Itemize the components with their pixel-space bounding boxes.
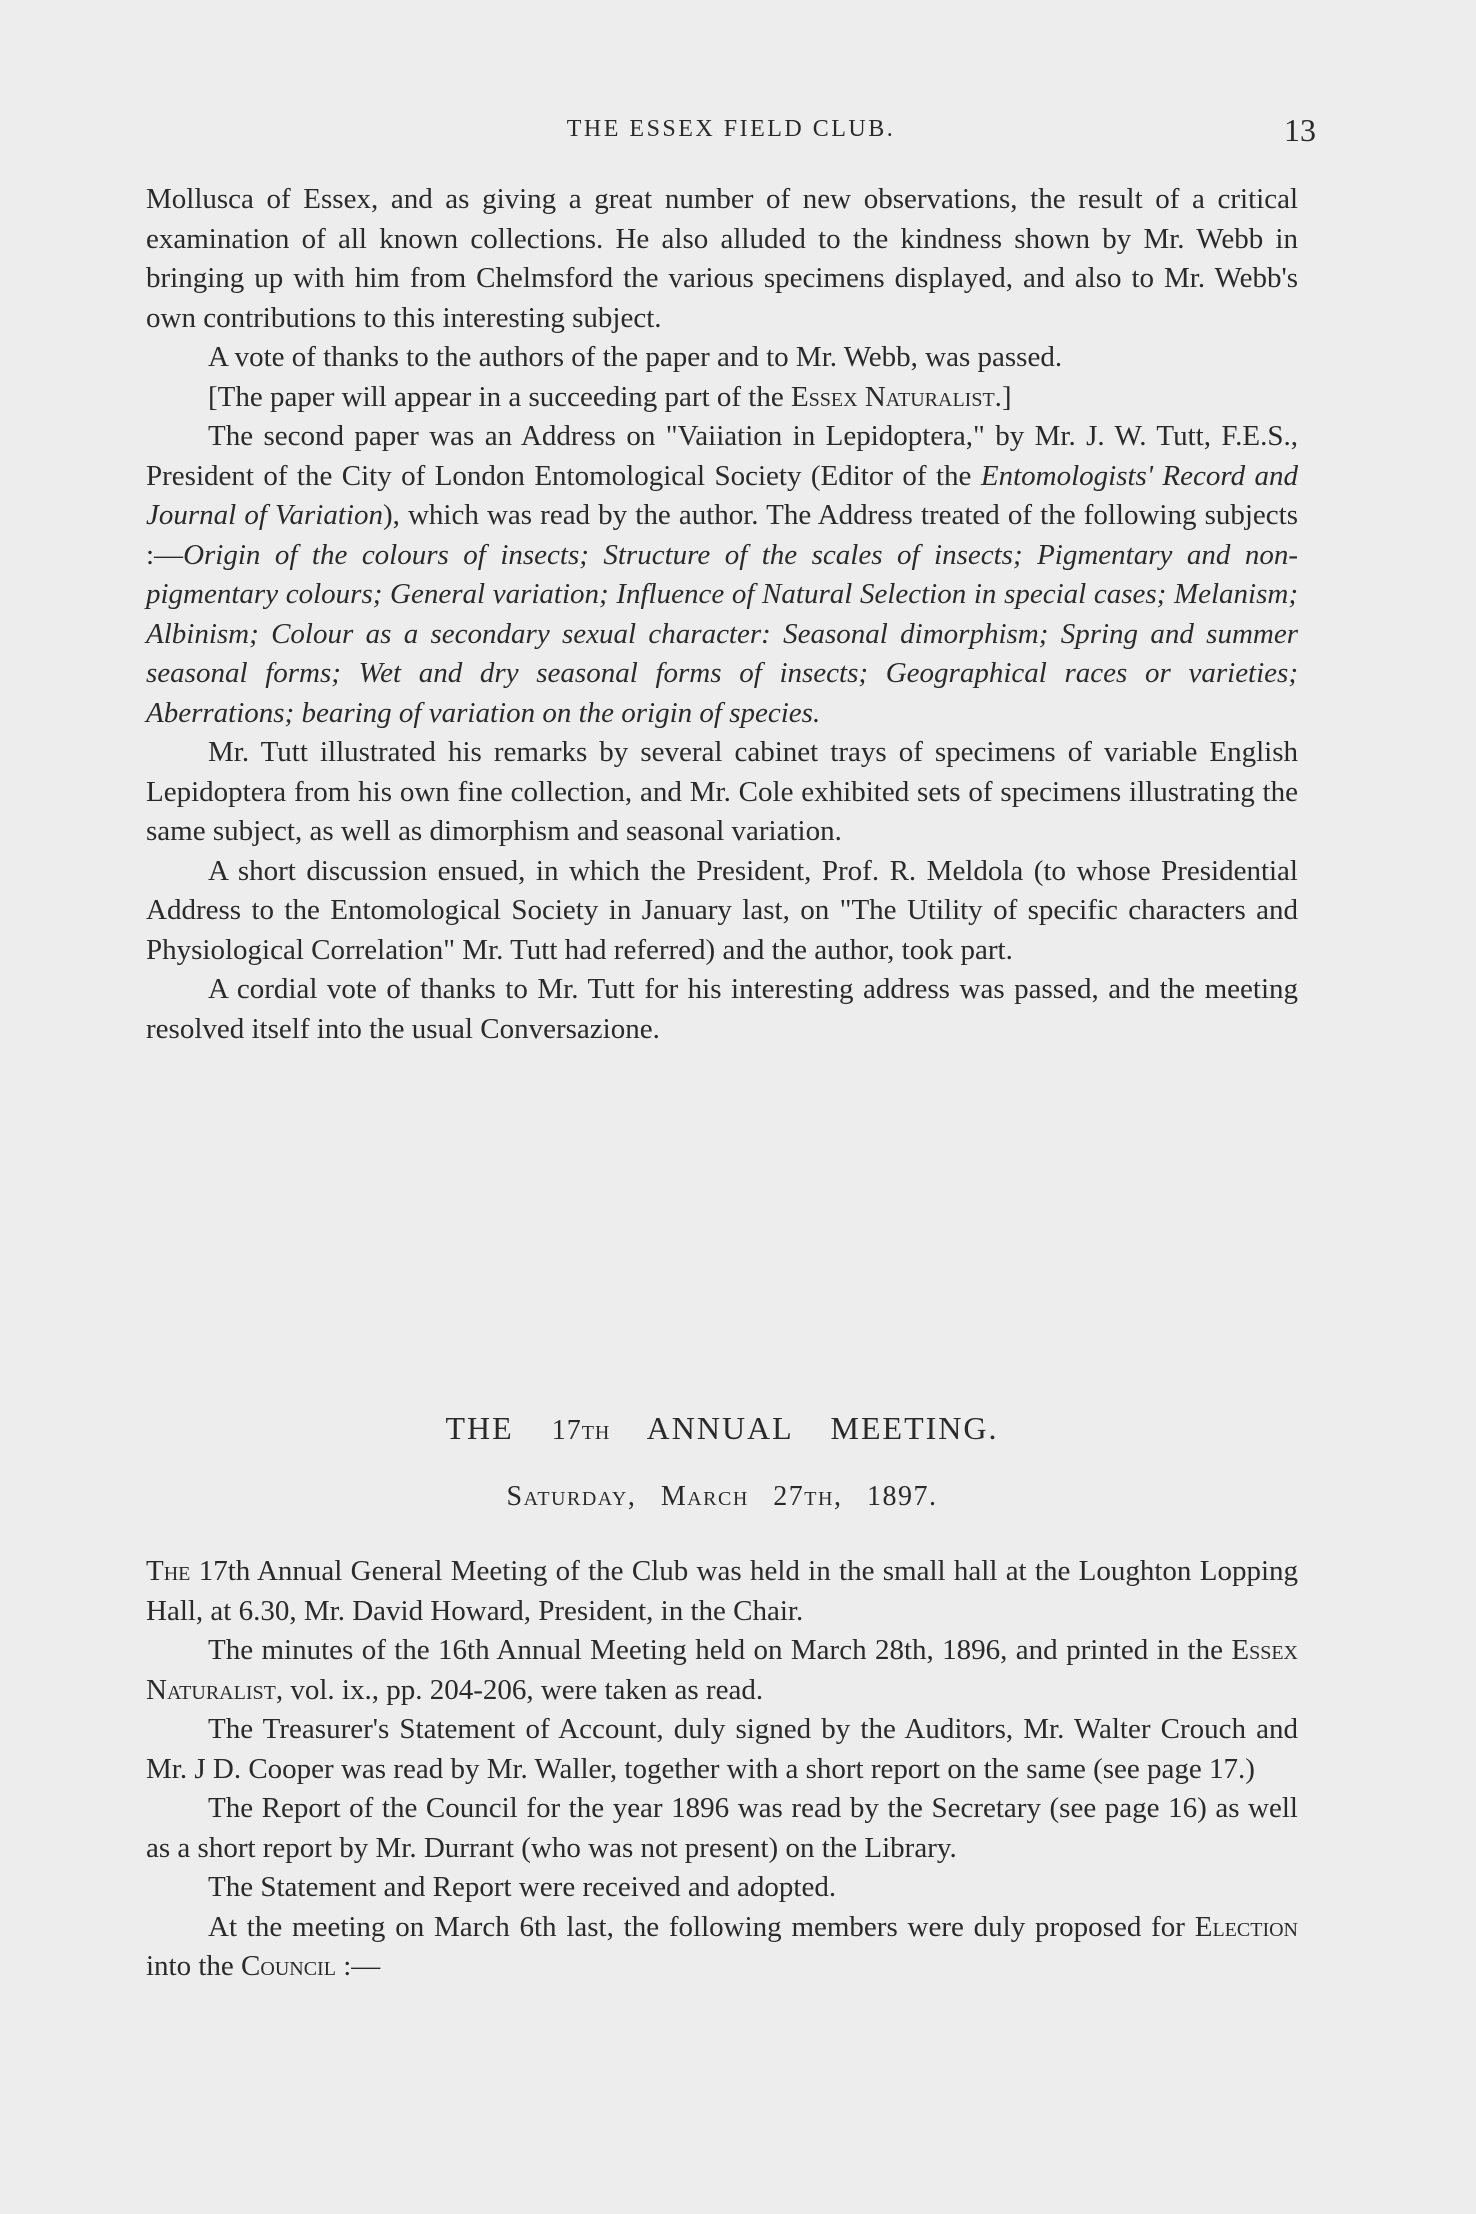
journal-name: Essex Naturalist — [146, 1634, 1298, 1706]
paragraph-editorial-note — [146, 378, 1298, 418]
paragraph-adopted: The Statement and Report were received and adopted. — [208, 1871, 837, 1903]
journal-title: Entomologists' Record and Journal of Variation — [146, 459, 1299, 531]
address-intro: The second paper was an Address on "Vaiiation in Lepidoptera," by Mr. J. W. Tutt, F.E.S., President of the City of London Entomological Society (Editor of the — [146, 420, 1298, 492]
note-end: .] — [994, 380, 1012, 413]
section-heading — [146, 1410, 1298, 1447]
election-end: :— — [343, 1950, 381, 1982]
address-mid: ), which was read by the author. The Address treated of the following subjects :— — [146, 499, 1298, 571]
text-block-2 — [146, 1552, 1298, 1987]
paragraph-minutes — [146, 1631, 1298, 1710]
page-header — [146, 108, 1316, 158]
paragraph-mollusca: Mollusca of Essex, and as giving a great number of new observations, the result of a critical examination of all known collections. He also alluded to the kindness shown by Mr. Webb in bringing up with him from Chelmsford the various specimens displayed, and also to Mr. Webb's own contributions to this interesting subject. — [146, 183, 1298, 334]
running-title: THE ESSEX FIELD CLUB. — [566, 116, 896, 142]
paragraph-illustration: Mr. Tutt illustrated his remarks by several cabinet trays of specimens of variable English Lepidoptera from his own fine collection, and Mr. Cole exhibited sets of specimens illustrating the same subject, as well as dimorphism and seasonal variation. — [146, 736, 1298, 847]
election-mid: into the — [146, 1950, 234, 1982]
paragraph-council-report: The Report of the Council for the year 1896 was read by the Secretary (see page 16) as well as a short report by Mr. Durrant (who was not present) on the Library. — [146, 1792, 1298, 1864]
election-text: At the meeting on March 6th last, the following members were duly proposed for — [208, 1910, 1185, 1943]
paragraph-lead: The — [146, 1555, 191, 1587]
paragraph-second-paper — [146, 417, 1298, 733]
note-text: [The paper will appear in a succeeding part of the — [208, 380, 784, 413]
minutes-end: , vol. ix., pp. 204-206, were taken as read. — [275, 1673, 764, 1706]
section-title — [146, 1410, 1298, 1447]
paragraph-lead-rest: 17th Annual General Meeting of the Club was held in the small hall at the Loughton Lopping Hall, at 6.30, Mr. David Howard, President, in the Chair. — [146, 1555, 1298, 1627]
address-subjects: Origin of the colours of insects; Structure of the scales of insects; Pigmentary and non-pigmentary colours; General variation; Influence of Natural Selection in special cases; Melanism; Albinism; Colour as a secondary sexual character: Seasonal dimorphism; Spring and summer seasonal forms; Wet and dry seasonal forms of insects; Geographical races or varieties; Aberrations; bearing of variation on the origin of species. — [146, 538, 1298, 729]
paragraph-vote-of-thanks: A vote of thanks to the authors of the paper and to Mr. Webb, was passed. — [208, 341, 1063, 373]
title-ordinal: 17th — [551, 1415, 611, 1446]
page-number: 13 — [1284, 112, 1316, 148]
paragraph-election — [146, 1908, 1298, 1987]
text-block-1 — [146, 180, 1298, 1049]
title-the: THE — [445, 1410, 514, 1446]
election-word: Election — [1194, 1910, 1299, 1943]
journal-name: Essex Naturalist — [790, 380, 995, 413]
section-date-block — [146, 1481, 1298, 1513]
title-rest: ANNUAL MEETING. — [646, 1410, 999, 1446]
council-word: Council — [241, 1950, 336, 1982]
minutes-text: The minutes of the 16th Annual Meeting held on March 28th, 1896, and printed in the — [208, 1634, 1223, 1666]
paragraph-discussion: A short discussion ensued, in which the President, Prof. R. Meldola (to whose Presidential Address to the Entomological Society in January last, on "The Utility of specific characters and Physiological Correlation" Mr. Tutt had referred) and the author, took part. — [146, 854, 1298, 966]
paragraph-annual-meeting — [146, 1552, 1298, 1631]
meeting-date: Saturday, March 27th, 1897. — [506, 1481, 938, 1512]
paragraph-cordial-vote: A cordial vote of thanks to Mr. Tutt for his interesting address was passed, and the meeting resolved itself into the usual Conversazione. — [146, 973, 1298, 1045]
paragraph-treasurer: The Treasurer's Statement of Account, duly signed by the Auditors, Mr. Walter Crouch and Mr. J D. Cooper was read by Mr. Waller, together with a short report on the same (see page 17.) — [146, 1713, 1298, 1785]
